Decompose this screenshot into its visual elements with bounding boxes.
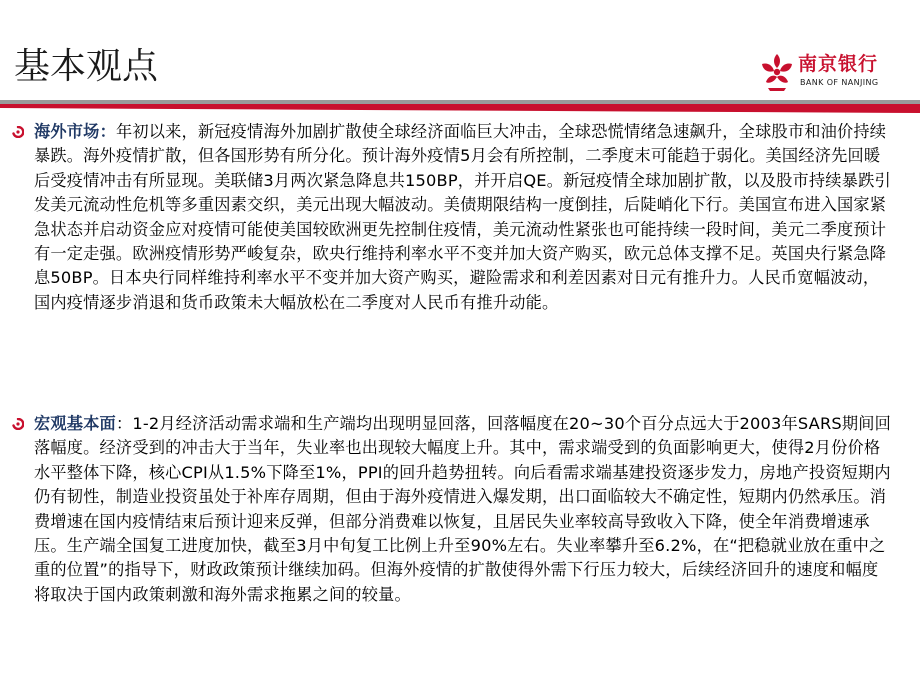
- section-heading: 宏观基本面: [34, 414, 116, 433]
- bank-logo: [758, 52, 914, 94]
- section-heading: 海外市场: [34, 122, 100, 141]
- bank-name-cn: 南京银行: [798, 53, 879, 75]
- section-body: 年初以来，新冠疫情海外加剧扩散使全球经济面临巨大冲击，全球恐慌情绪急速飙升，全球股市和油价持续暴跌。海外疫情扩散，但各国形势有所分化。预计海外疫情5月会有所控制，二季度末可能趋于弱化。美国经济先回暖后受疫情冲击有所显现。美联储3月两次紧急降息共150BP，并开启QE。新冠疫情全球加剧扩散，以及股市持续暴跌引发美元流动性危机等多重因素交织，美元出现大幅波动。美债期限结构一度倒挂，后陡峭化下行。美国宣布进入国家紧急状态并启动资金应对疫情可能使美国较欧洲更先控制住疫情，美元流动性紧张也可能持续一段时间，美元二季度预计有一定走强。欧洲疫情形势严峻复杂，欧央行维持利率水平不变并加大资产购买，欧元总体支撑不足。英国央行紧急降息50BP。日本央行同样维持利率水平不变并加大资产购买，避险需求和利差因素对日元有推升力。人民币宽幅波动，国内疫情逐步消退和货币政策未大幅放松在二季度对人民币有推升动能。: [34, 122, 891, 312]
- heading-separator: ：: [115, 414, 133, 433]
- header-divider: [0, 98, 920, 118]
- page-title: 基本观点: [14, 46, 159, 87]
- bank-emblem-icon: [758, 52, 796, 94]
- heading-separator: ：: [99, 122, 116, 141]
- bullet-swirl-icon: [12, 126, 24, 138]
- bank-name-en: BANK OF NANJING: [800, 78, 879, 87]
- section-overseas-market: [34, 120, 894, 315]
- section-body: 1-2月经济活动需求端和生产端均出现明显回落，回落幅度在20~30个百分点远大于2003年SARS期间回落幅度。经济受到的冲击大于当年，失业率也出现较大幅度上升。其中，需求端受到的负面影响更大，使得2月份价格水平整体下降，核心CPI从1.5%下降至1%，PPI的回升趋势扭转。向后看需求端基建投资逐步发力，房地产投资短期内仍有韧性，制造业投资虽处于补库存周期，但由于海外疫情进入爆发期，出口面临较大不确定性，短期内仍然承压。消费增速在国内疫情结束后预计迎来反弹，但部分消费难以恢复，且居民失业率较高导致收入下降，使全年消费增速承压。生产端全国复工进度加快，截至3月中旬复工比例上升至90%左右。失业率攀升至6.2%，在“把稳就业放在重中之重的位置”的指导下，财政政策预计继续加码。但海外疫情的扩散使得外需下行压力较大，后续经济回升的速度和幅度将取决于国内政策刺激和海外需求拖累之间的较量。: [34, 414, 892, 604]
- section-macro-fundamentals: [34, 412, 894, 607]
- bullet-swirl-icon: [12, 418, 24, 430]
